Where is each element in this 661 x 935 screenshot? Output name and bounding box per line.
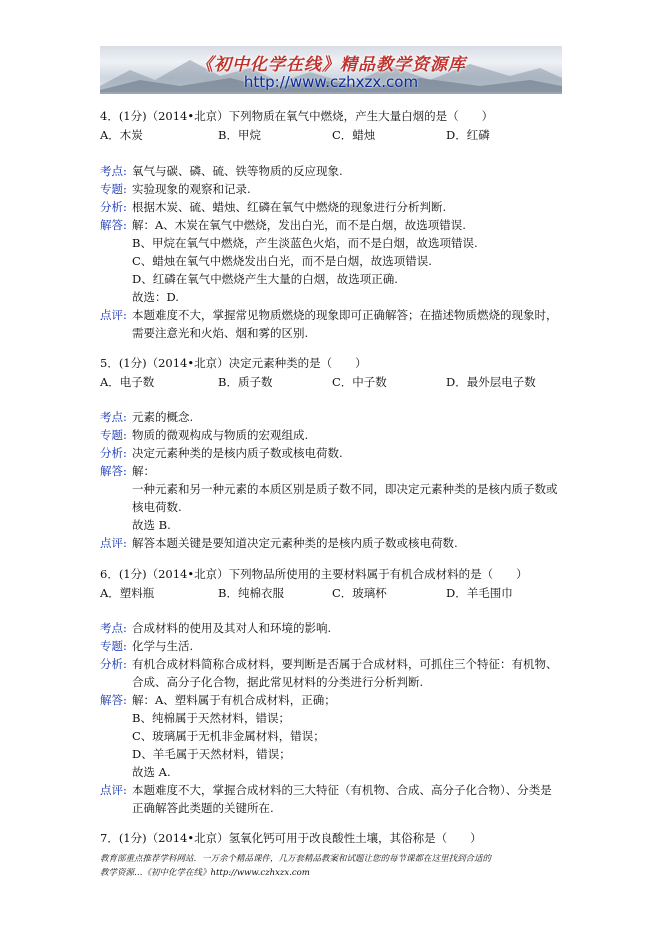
q4-kaodian-row: [100, 163, 343, 180]
option-d: D．最外层电子数: [446, 375, 536, 389]
option-c: C．玻璃杯: [332, 586, 387, 600]
banner-title: 《初中化学在线》精品教学资源库: [196, 55, 466, 75]
option-c: C．蜡烛: [332, 128, 376, 142]
option-a: A．电子数: [100, 375, 155, 389]
dianping-label: 点评:: [100, 783, 127, 797]
option-b: B．甲烷: [218, 128, 261, 142]
q4-fenxi-row: [100, 199, 446, 216]
option-b: B．质子数: [218, 375, 273, 389]
kaodian-text: 氧气与碳、磷、硫、铁等物质的反应现象.: [132, 164, 343, 178]
q5-dianping-row: [100, 535, 458, 552]
q5-jieda-row: [100, 463, 155, 480]
jieda-label: 解答:: [100, 218, 127, 232]
q6-jieda-row: [100, 692, 336, 709]
jieda-line: C、蜡烛在氧气中燃烧发出白光，而不是白烟，故选项错误.: [132, 254, 432, 268]
question-7-stem: 7．(1分)（2014•北京）氢氧化钙可用于改良酸性土壤，其俗称是（ ）: [100, 831, 482, 845]
option-d: D．红磷: [446, 128, 490, 142]
q5-kaodian-row: [100, 409, 193, 426]
kaodian-text: 元素的概念.: [132, 410, 194, 424]
fenxi-label: 分析:: [100, 446, 127, 460]
jieda-label: 解答:: [100, 693, 127, 707]
q4-zhuanti-row: [100, 181, 251, 198]
header-banner: [100, 46, 562, 94]
option-a: A．木炭: [100, 128, 143, 142]
question-4-stem: 4．(1分)（2014•北京）下列物质在氧气中燃烧，产生大量白烟的是（ ）: [100, 109, 494, 123]
jieda-label: 解答:: [100, 464, 127, 478]
dianping-line: 本题难度不大，掌握合成材料的三大特征（有机物、合成、高分子化合物）、分类是: [132, 783, 552, 797]
jieda-line: 解：A、木炭在氧气中燃烧，发出白光，而不是白烟，故选项错误.: [132, 218, 466, 232]
q6-dianping-row: [100, 782, 552, 799]
jieda-line: 解：A、塑料属于有机合成材料，正确；: [132, 693, 336, 707]
jieda-line: B、纯棉属于天然材料，错误；: [132, 711, 290, 725]
kaodian-label: 考点:: [100, 621, 127, 635]
jieda-line: D、红磷在氧气中燃烧产生大量的白烟，故选项正确.: [132, 272, 398, 286]
q5-fenxi-row: [100, 445, 343, 462]
jieda-line: 故选 B.: [132, 518, 171, 532]
fenxi-line: 合成、高分子化合物，据此常见材料的分类进行分析判断.: [132, 675, 424, 689]
option-d: D．羊毛围巾: [446, 586, 513, 600]
option-a: A．塑料瓶: [100, 586, 155, 600]
option-c: C．中子数: [332, 375, 387, 389]
jieda-line: 故选：D.: [132, 290, 179, 304]
footer-line-2[interactable]: 教学资源…《初中化学在线》http://www.czhxzx.com: [100, 868, 310, 878]
kaodian-label: 考点:: [100, 164, 127, 178]
dianping-label: 点评:: [100, 536, 127, 550]
page-footer: [100, 852, 570, 880]
question-5-stem: 5．(1分)（2014•北京）决定元素种类的是（ ）: [100, 356, 367, 370]
jieda-line: B、甲烷在氧气中燃烧，产生淡蓝色火焰，而不是白烟，故选项错误.: [132, 236, 478, 250]
jieda-line: 一种元素和另一种元素的本质区别是质子数不同，即决定元素种类的是核内质子数或: [132, 482, 558, 496]
zhuanti-label: 专题:: [100, 428, 127, 442]
zhuanti-label: 专题:: [100, 639, 127, 653]
q5-zhuanti-row: [100, 427, 308, 444]
option-b: B．纯棉衣服: [218, 586, 284, 600]
jieda-line: 核电荷数.: [132, 500, 182, 514]
fenxi-label: 分析:: [100, 200, 127, 214]
fenxi-text: 根据木炭、硫、蜡烛、红磷在氧气中燃烧的现象进行分析判断.: [132, 200, 447, 214]
zhuanti-text: 物质的微观构成与物质的宏观组成.: [132, 428, 309, 442]
kaodian-label: 考点:: [100, 410, 127, 424]
q6-zhuanti-row: [100, 638, 193, 655]
fenxi-text: 决定元素种类的是核内质子数或核电荷数.: [132, 446, 343, 460]
banner-url: http://www.czhxzx.com: [243, 73, 419, 91]
q6-kaodian-row: [100, 620, 331, 637]
jieda-line: 故选 A.: [132, 765, 171, 779]
dianping-line: 需要注意光和火焰、烟和雾的区别.: [132, 326, 309, 340]
q4-dianping-row: [100, 307, 558, 324]
q4-jieda-row: [100, 217, 466, 234]
dianping-line: 解答本题关键是要知道决定元素种类的是核内质子数或核电荷数.: [132, 536, 458, 550]
jieda-line: D、羊毛属于天然材料，错误；: [132, 747, 291, 761]
fenxi-label: 分析:: [100, 657, 127, 671]
dianping-line: 本题难度不大，掌握常见物质燃烧的现象即可正确解答；在描述物质燃烧的现象时，: [132, 308, 558, 322]
zhuanti-text: 实验现象的观察和记录.: [132, 182, 251, 196]
kaodian-text: 合成材料的使用及其对人和环境的影响.: [132, 621, 332, 635]
jieda-line: C、玻璃属于无机非金属材料，错误；: [132, 729, 325, 743]
dianping-label: 点评:: [100, 308, 127, 322]
question-6-stem: 6．(1分)（2014•北京）下列物品所使用的主要材料属于有机合成材料的是（ ）: [100, 567, 528, 581]
q6-fenxi-row: [100, 656, 558, 673]
dianping-line: 正确解答此类题的关键所在.: [132, 801, 274, 815]
zhuanti-text: 化学与生活.: [132, 639, 194, 653]
zhuanti-label: 专题:: [100, 182, 127, 196]
footer-line-1: 教育部重点推荐学科网站．一万余个精品课件，几万套精品教案和试题让您的每节课都在这里找到合适的: [100, 854, 492, 864]
fenxi-line: 有机合成材料简称合成材料，要判断是否属于合成材料，可抓住三个特征：有机物、: [132, 657, 558, 671]
jieda-line: 解：: [132, 464, 155, 478]
